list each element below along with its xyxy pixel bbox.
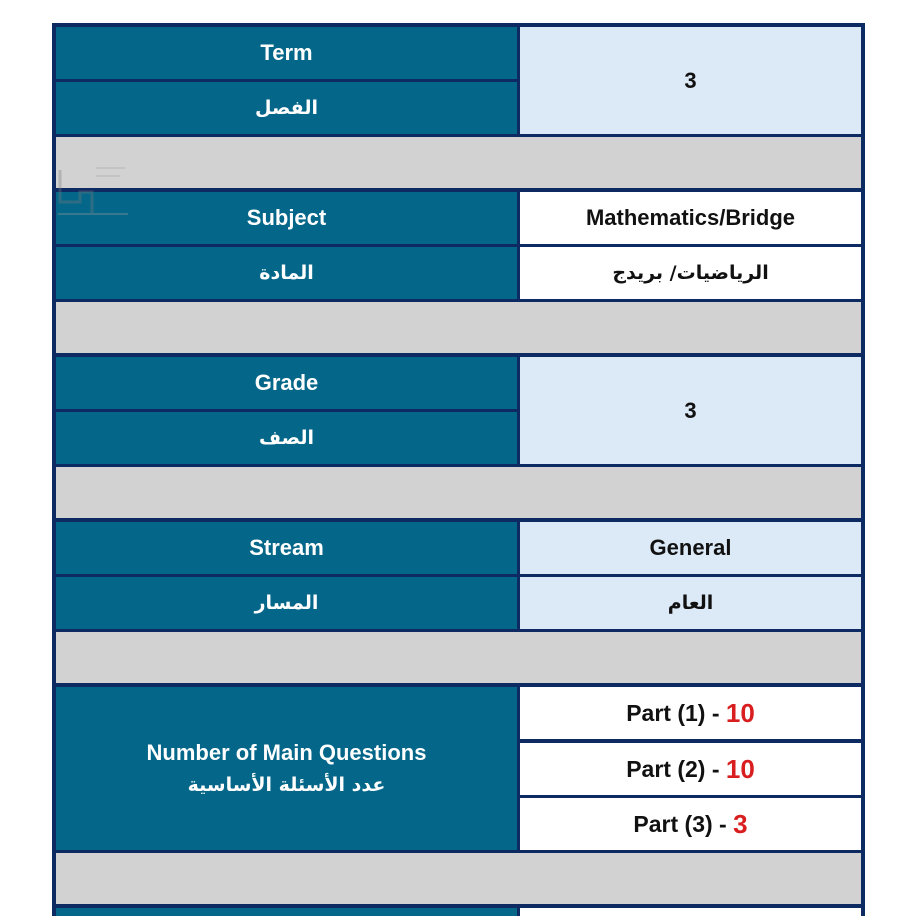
questions-label-ar: عدد الأسئلة الأساسية: [187, 773, 386, 796]
subject-value-ar: الرياضيات/ بريدج: [520, 247, 861, 299]
grade-label-en: Grade: [56, 357, 517, 409]
subject-label-ar: المادة: [56, 247, 517, 299]
questions-label-en: Number of Main Questions: [146, 739, 427, 765]
spacer-row: [56, 632, 861, 683]
stream-value-ar: العام: [520, 577, 861, 629]
part-count: 3: [733, 808, 748, 839]
next-row-value: [520, 908, 861, 916]
part-label: Part (2) -: [626, 755, 726, 782]
part-label: Part (3) -: [633, 810, 734, 837]
grade-label-ar: الصف: [56, 412, 517, 464]
part-2-value: [520, 743, 861, 795]
part-count: 10: [725, 753, 755, 784]
subject-label-en: Subject: [56, 192, 517, 244]
next-row-label: [56, 908, 517, 916]
term-value: 3: [520, 27, 861, 134]
questions-label: [56, 687, 517, 850]
term-label-ar: الفصل: [56, 82, 517, 134]
part-3-value: [520, 798, 861, 850]
spacer-row: [56, 853, 861, 904]
part-1-value: [520, 687, 861, 739]
part-label: Part (1) -: [626, 699, 726, 726]
stream-label-ar: المسار: [56, 577, 517, 629]
stream-value-en: General: [520, 522, 861, 574]
stream-label-en: Stream: [56, 522, 517, 574]
term-label-en: Term: [56, 27, 517, 79]
subject-value-en: Mathematics/Bridge: [520, 192, 861, 244]
grade-value: 3: [520, 357, 861, 464]
spacer-row: [56, 137, 861, 188]
spacer-row: [56, 302, 861, 353]
part-count: 10: [725, 697, 755, 728]
info-table: [52, 23, 865, 916]
spacer-row: [56, 467, 861, 518]
